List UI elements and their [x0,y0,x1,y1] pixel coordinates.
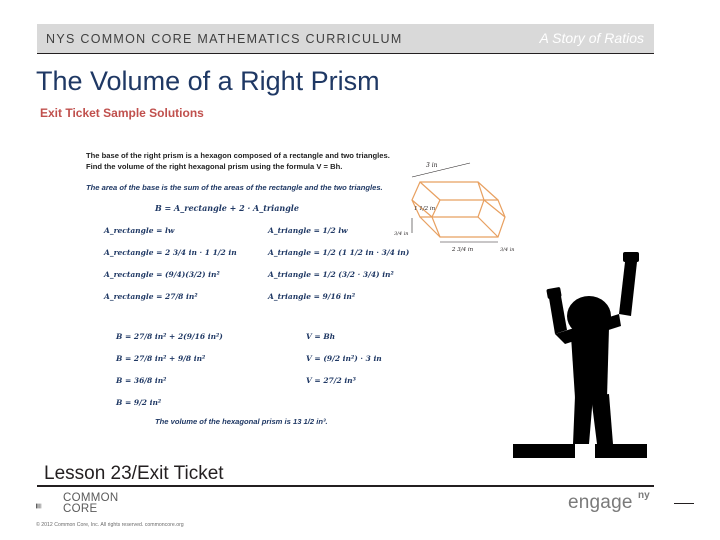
problem-line-2: Find the volume of the right hexagonal prism using the formula V = Bh. [86,162,343,171]
area-intro: The area of the base is the sum of the areas of the rectangle and the two triangles. [86,183,383,192]
logo-line-2: CORE [63,503,98,515]
rect-eq-1: A_rectangle = lw [104,226,175,235]
prism-edge [420,182,440,200]
conclusion-text: The volume of the hexagonal prism is 13 1/2 in³. [155,417,328,426]
footer-divider [37,485,654,487]
base-eq-2: B = 27/8 in² + 9/8 in² [116,354,206,363]
base-eq-4: B = 9/2 in² [116,398,162,407]
prism-edge [478,217,498,237]
rect-eq-3: A_rectangle = (9/4)(3/2) in² [104,270,220,279]
figure-left-arm [549,296,567,334]
tri-eq-1: A_triangle = 1/2 lw [268,226,348,235]
engageny-wordmark: engage [568,492,633,513]
label-length: 3 in [426,162,438,169]
rect-eq-4: A_rectangle = 27/8 in² [104,292,198,301]
figure-right-hand [623,252,639,262]
figure-left-foot [513,444,575,458]
problem-line-1: The base of the right prism is a hexagon composed of a rectangle and two triangles. [86,151,390,160]
base-eq-1: B = 27/8 in² + 2(9/16 in²) [116,332,223,341]
figure-right-forearm [619,262,637,316]
label-base-width: 2 3/4 in [452,247,474,253]
header-bar [37,24,654,54]
logo-line-1: COMMON [63,492,119,504]
series-label: A Story of Ratios [539,30,644,46]
base-area-formula: B = A_rectangle + 2 · A_triangle [155,203,299,213]
label-height: 1 1/2 in [414,206,436,212]
tri-eq-2: A_triangle = 1/2 (1 1/2 in · 3/4 in) [268,248,410,257]
common-core-wordmark [63,493,118,515]
page-title: The Volume of a Right Prism [36,66,380,96]
volume-eq-2: V = (9/2 in²) · 3 in [306,354,382,363]
copyright-notice: © 2012 Common Core, Inc. All rights reserved. commoncore.org [36,522,184,528]
figure-right-foot [595,444,647,458]
hexagonal-prism-diagram [392,155,532,270]
volume-eq-1: V = Bh [306,332,336,341]
common-core-logo [36,494,60,518]
figure-right-leg [591,394,613,444]
problem-statement [86,150,390,172]
figure-torso [571,328,609,398]
label-left-side: 3/4 in [394,231,409,237]
lesson-label: Lesson 23/Exit Ticket [44,463,224,484]
figure-left-leg [573,396,593,444]
rect-eq-2: A_rectangle = 2 3/4 in · 1 1/2 in [104,248,237,257]
curriculum-label: NYS COMMON CORE MATHEMATICS CURRICULUM [46,32,403,46]
volume-eq-3: V = 27/2 in³ [306,376,356,385]
tri-eq-3: A_triangle = 1/2 (3/2 · 3/4) in² [268,270,394,279]
cheering-figure-icon [513,248,648,470]
tri-eq-4: A_triangle = 9/16 in² [268,292,356,301]
section-subtitle: Exit Ticket Sample Solutions [40,106,204,120]
label-right-side: 3/4 in [500,247,515,253]
base-eq-3: B = 36/8 in² [116,376,167,385]
prism-edge [420,217,440,237]
engageny-superscript: ny [638,490,650,501]
footer-right-rule [674,503,694,504]
prism-front-face [432,200,505,237]
